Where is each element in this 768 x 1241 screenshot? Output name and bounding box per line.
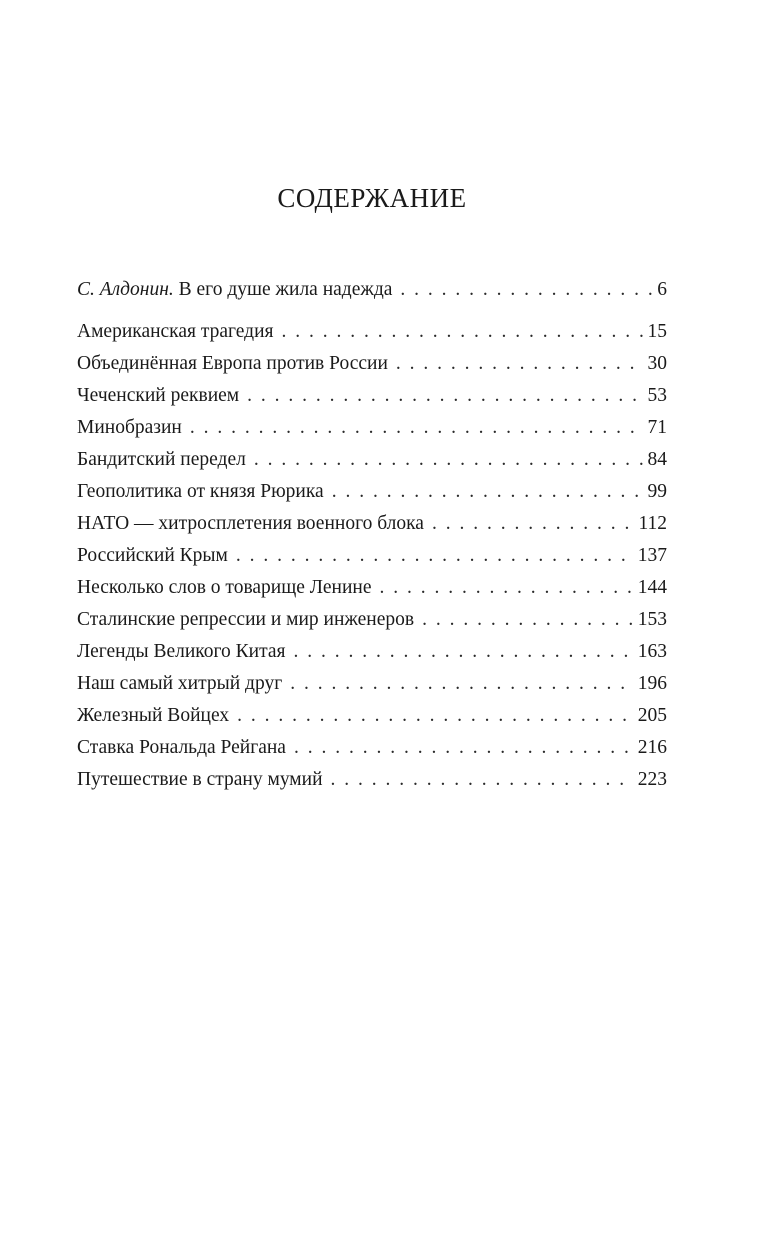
toc-entry-title: Бандитский передел (77, 449, 246, 470)
toc-entry-page: 84 (647, 449, 667, 470)
toc-entry-title: Несколько слов о товарище Ленине (77, 577, 372, 598)
toc-entry-page: 6 (657, 279, 667, 300)
dot-leader (400, 274, 653, 306)
toc-entry-page: 137 (637, 545, 667, 566)
dot-leader (294, 732, 634, 764)
dot-leader (290, 668, 634, 700)
toc-entry-page: 112 (638, 513, 667, 534)
toc-entry-title: Объединённая Европа против России (77, 353, 388, 374)
toc-entry (77, 380, 667, 412)
toc-entry-title: Железный Войцех (77, 705, 230, 726)
page-title: СОДЕРЖАНИЕ (277, 183, 467, 213)
toc-entry-title: Минобразин (77, 417, 182, 438)
dot-leader (237, 700, 634, 732)
toc-entry (77, 636, 667, 668)
toc-entry-page: 196 (637, 673, 667, 694)
toc-entry-title: Российский Крым (77, 545, 228, 566)
dot-leader (422, 604, 634, 636)
toc-entry (77, 668, 667, 700)
toc-entry-title: НАТО — хитросплетения военного блока (77, 513, 424, 534)
toc-entry-page: 30 (647, 353, 667, 374)
toc-entry (77, 764, 667, 796)
toc-entry-author: С. Алдонин. (77, 279, 174, 300)
toc-entry-page: 205 (637, 705, 667, 726)
dot-leader (380, 572, 634, 604)
toc-entry (77, 732, 667, 764)
toc-entry-page: 153 (637, 609, 667, 630)
toc-entry-text: В его душе жила надежда (178, 279, 393, 300)
dot-leader (282, 316, 644, 348)
dot-leader (247, 380, 643, 412)
toc-entry-title: Ставка Рональда Рейгана (77, 737, 286, 758)
toc-entry (77, 316, 667, 348)
toc-entry-page: 144 (637, 577, 667, 598)
toc-entry-title: Сталинские репрессии и мир инженеров (77, 609, 415, 630)
toc-entry-title: Наш самый хитрый друг (77, 673, 283, 694)
toc-entry-page: 223 (637, 769, 667, 790)
toc-entry-page: 15 (647, 321, 667, 342)
toc-entry (77, 348, 667, 380)
toc-entry-page: 71 (647, 417, 667, 438)
dot-leader (294, 636, 634, 668)
dot-leader (254, 444, 644, 476)
toc-entry (77, 412, 667, 444)
dot-leader (332, 476, 644, 508)
toc-entry-page: 53 (647, 385, 667, 406)
dot-leader (432, 508, 635, 540)
toc-entry-title: Легенды Великого Китая (77, 641, 286, 662)
toc-entry (77, 604, 667, 636)
toc-entry-title: Геополитика от князя Рюрика (77, 481, 324, 502)
toc-entry-intro (77, 274, 667, 306)
toc-entry-title: Чеченский реквием (77, 385, 240, 406)
dot-leader (190, 412, 644, 444)
dot-leader (396, 348, 644, 380)
toc-entry (77, 508, 667, 540)
toc-entry (77, 572, 667, 604)
toc-entry (77, 444, 667, 476)
toc-entry-page: 216 (637, 737, 667, 758)
toc-entry (77, 476, 667, 508)
toc-entry-title: Путешествие в страну мумий (77, 769, 323, 790)
dot-leader (236, 540, 634, 572)
toc-entry-page: 99 (647, 481, 667, 502)
toc-entry-page: 163 (637, 641, 667, 662)
toc-entry-title: Американская трагедия (77, 321, 274, 342)
table-of-contents (77, 274, 667, 796)
toc-entry-title (77, 274, 392, 306)
toc-entry (77, 540, 667, 572)
dot-leader (331, 764, 634, 796)
toc-entry (77, 700, 667, 732)
